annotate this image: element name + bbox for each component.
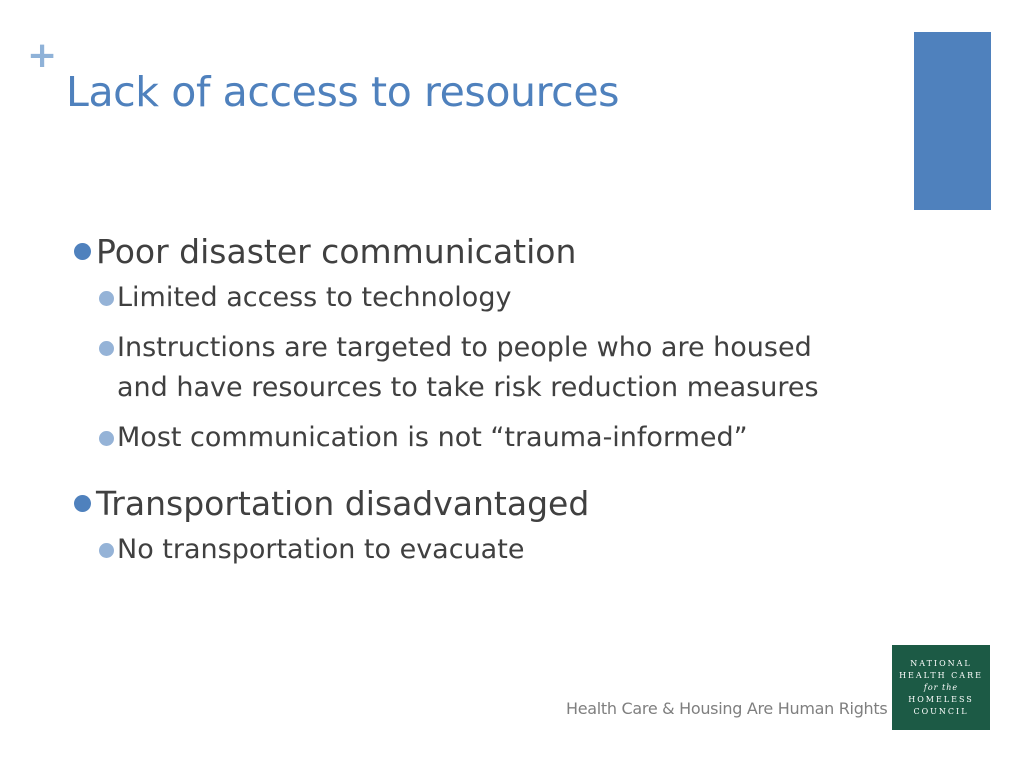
logo-line: for the bbox=[923, 683, 959, 692]
sub-bullet-dot-icon bbox=[99, 431, 114, 446]
sub-bullet-dot-icon bbox=[99, 291, 114, 306]
sub-bullet-text: No transportation to evacuate bbox=[117, 534, 525, 565]
sub-bullet-instructions-targeted bbox=[72, 328, 892, 408]
logo-line: HEALTH CARE bbox=[899, 671, 983, 680]
logo-line: NATIONAL bbox=[910, 659, 972, 668]
sub-bullet-dot-icon bbox=[99, 341, 114, 356]
logo-line: HOMELESS bbox=[908, 695, 974, 704]
nhchc-logo bbox=[892, 645, 990, 730]
footer-tagline: Health Care & Housing Are Human Rights bbox=[566, 699, 888, 718]
plus-icon: + bbox=[27, 35, 58, 76]
sub-bullet-text-line-1: Instructions are targeted to people who are housed bbox=[117, 332, 812, 363]
bullet-dot-icon bbox=[74, 495, 91, 512]
logo-line: COUNCIL bbox=[913, 707, 969, 716]
bullet-transportation-disadvantaged bbox=[72, 484, 892, 524]
sub-bullet-text-line-2: and have resources to take risk reduction measures bbox=[117, 372, 819, 403]
sub-bullet-dot-icon bbox=[99, 543, 114, 558]
sub-bullet-text: Most communication is not “trauma-informed” bbox=[117, 422, 748, 453]
bullet-poor-disaster-communication bbox=[72, 232, 892, 272]
bullet-dot-icon bbox=[74, 243, 91, 260]
bullet-text: Poor disaster communication bbox=[96, 232, 577, 271]
accent-rectangle bbox=[914, 32, 991, 210]
sub-bullet-not-trauma-informed bbox=[72, 418, 892, 458]
sub-bullet-limited-access bbox=[72, 278, 892, 318]
slide-title: Lack of access to resources bbox=[66, 68, 620, 116]
sub-bullet-text: Limited access to technology bbox=[117, 282, 512, 313]
bullet-list bbox=[72, 232, 892, 570]
bullet-text: Transportation disadvantaged bbox=[96, 484, 590, 523]
sub-bullet-no-transportation bbox=[72, 530, 892, 570]
